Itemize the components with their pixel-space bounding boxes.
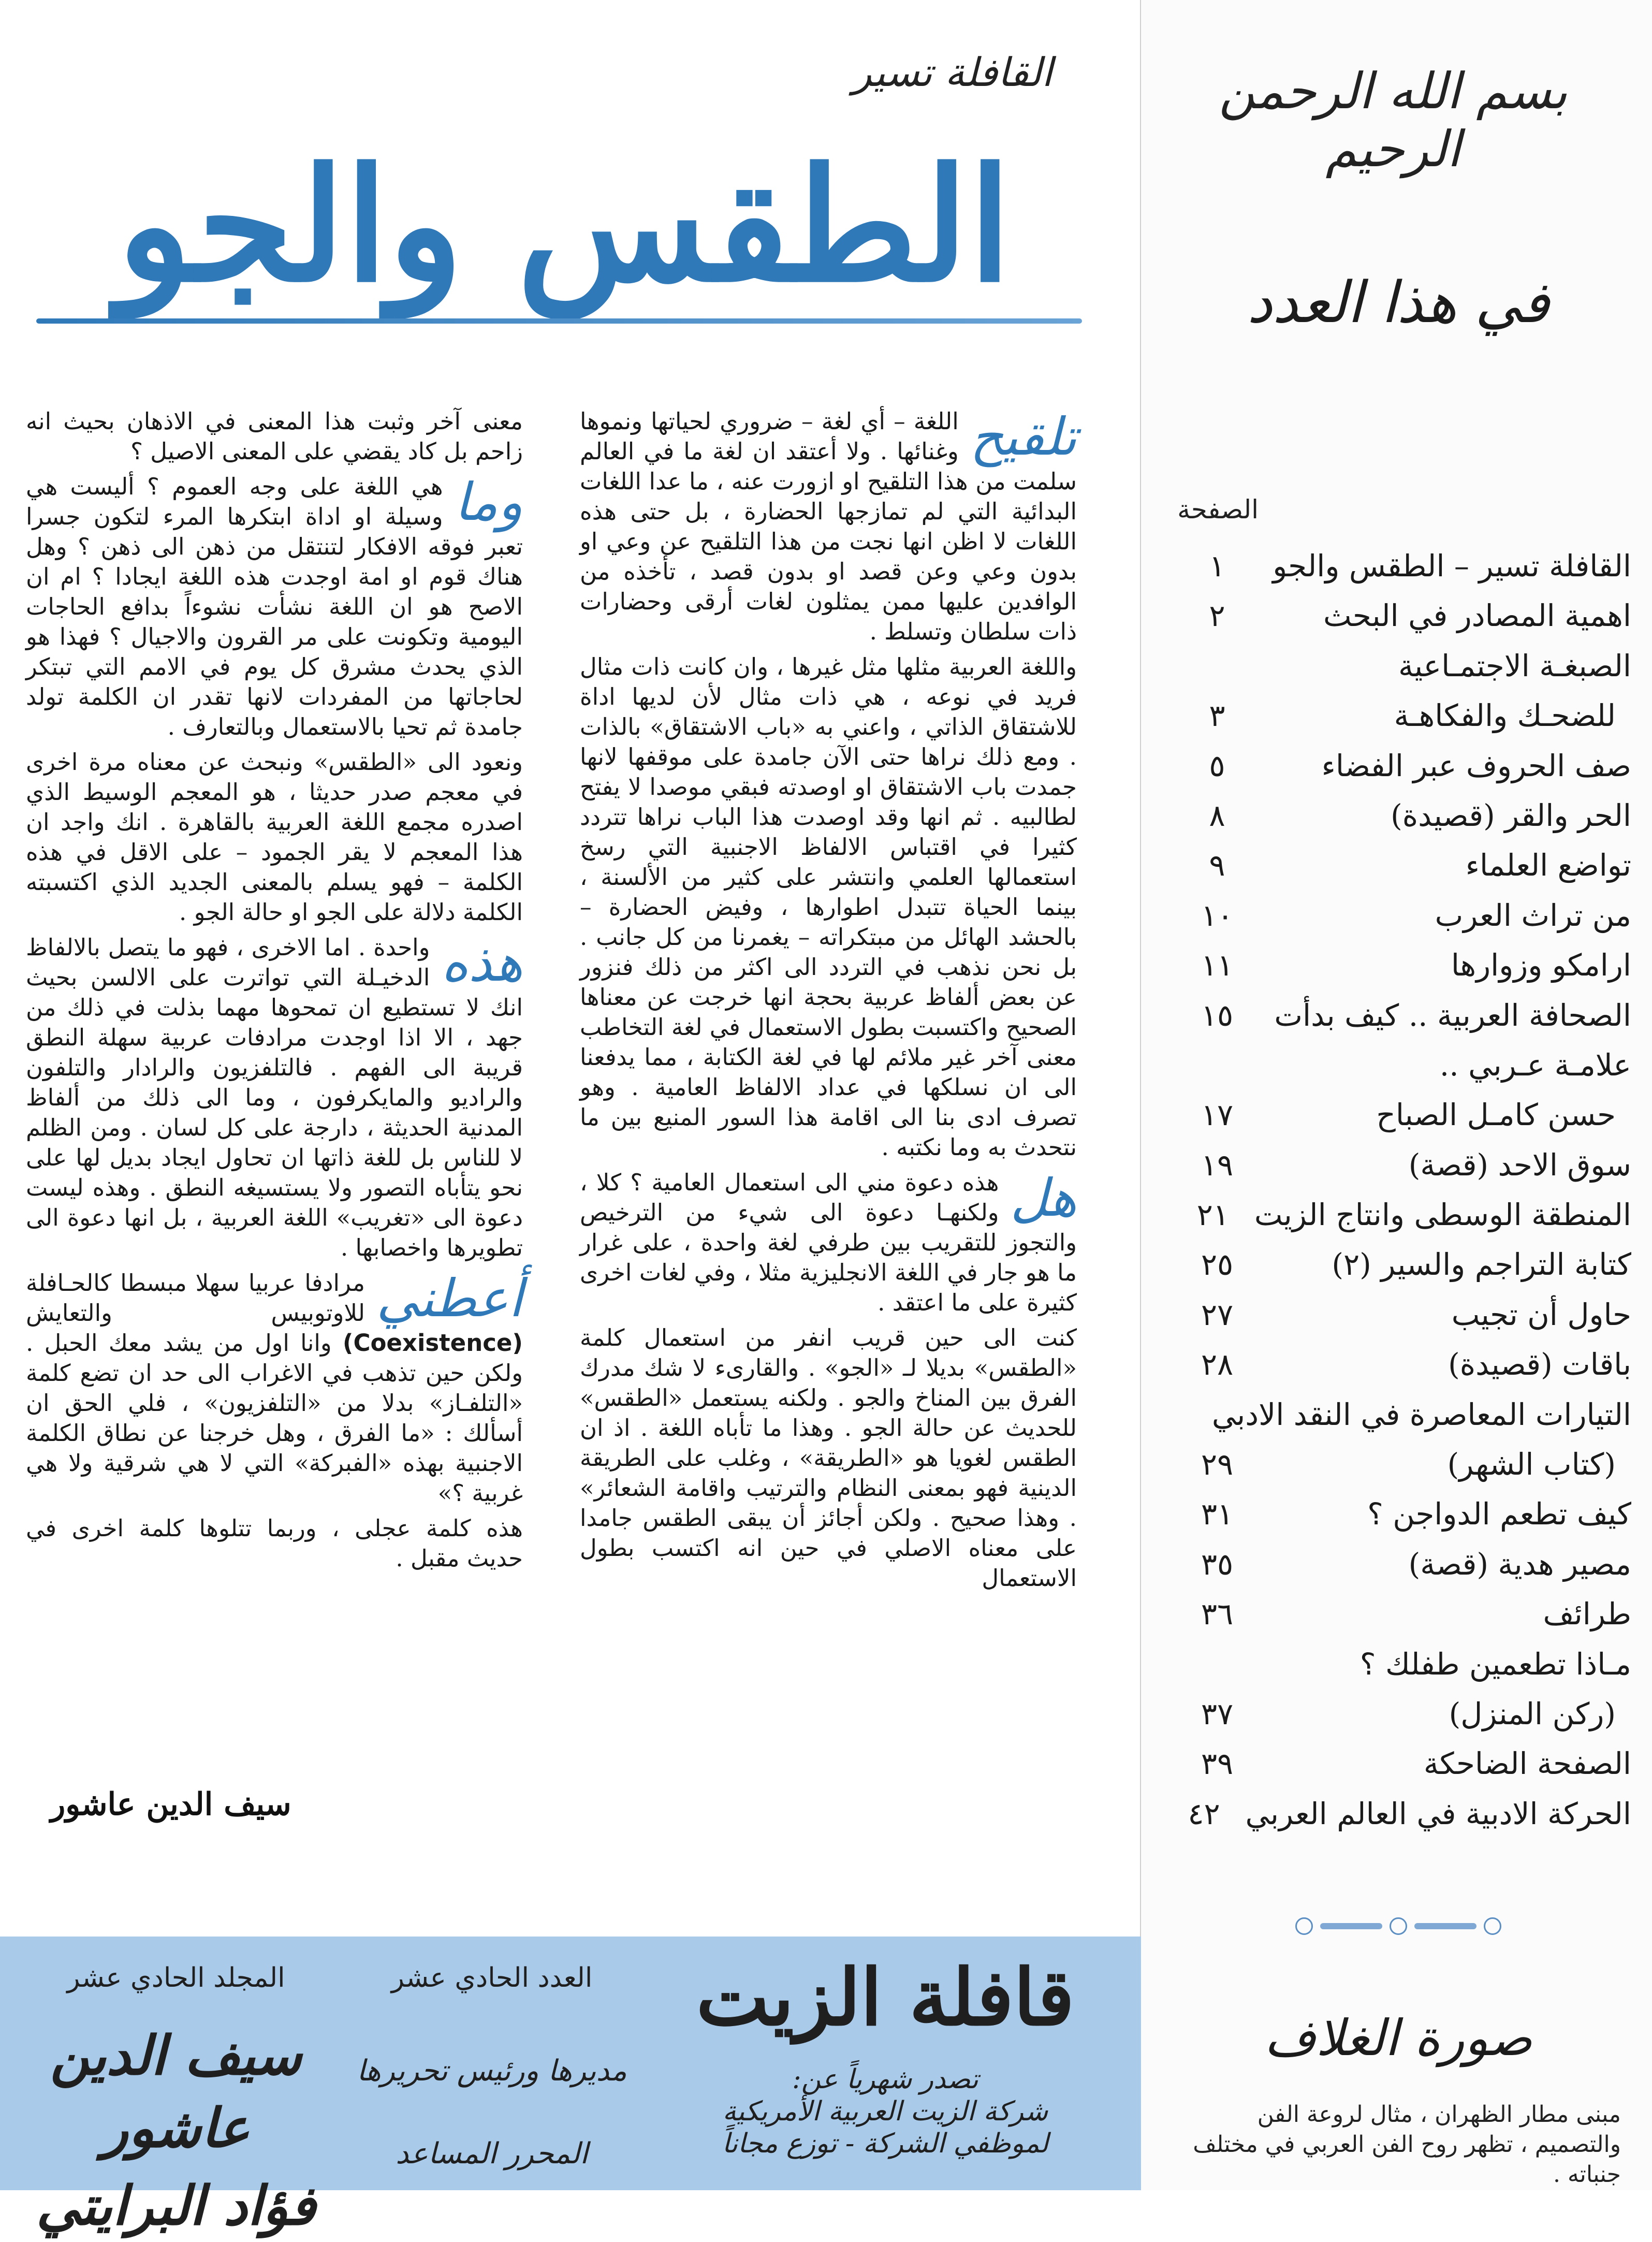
toc-entry-page: ٣ xyxy=(1209,698,1225,734)
toc-entry-title: للضحـك والفكاهـة xyxy=(1394,698,1616,734)
cover-photo-heading: صورة الغلاف xyxy=(1264,2009,1532,2067)
toc-entry-page: ١٩ xyxy=(1201,1147,1234,1183)
toc-entry-title: حاول أن تجيب xyxy=(1451,1297,1631,1332)
toc-entry-title: الصبغـة الاجتمـاعية xyxy=(1398,648,1631,683)
toc-entry-title: التيارات المعاصرة في النقد الادبي xyxy=(1211,1396,1631,1432)
article-column-left xyxy=(26,406,523,1779)
toc-entry-title: طرائف xyxy=(1543,1596,1631,1632)
publisher-line: تصدر شهرياً عن: xyxy=(792,2064,978,2095)
toc-entry xyxy=(1176,1140,1631,1190)
toc-entry-page: ٣٦ xyxy=(1201,1596,1234,1632)
paragraph-text: مرادفا عربيا سهلا مبسطا كالحـافلة للاوتوبيس والتعايش xyxy=(26,1269,365,1327)
toc-entry xyxy=(1176,1739,1631,1788)
toc-entry-title: من تراث العرب xyxy=(1435,897,1631,933)
in-this-issue-heading: في هذا العدد xyxy=(1247,269,1550,336)
paragraph-lead-word: هذه xyxy=(441,933,523,993)
paragraph-text: وانا اول من يشد معك الحبل . ولكن حين تذهب في الاغراب الى حد ان تضع كلمة «التلفـاز» بدلا من «التلفزيون» ، فلي الحق ان أسألك : «ما الفرق ، وهل خرجنا عن نطاق الكلمة الاجنبية بهذه «الفبركة» التي لا هي شرقية ولا هي غربية ؟» xyxy=(26,1329,523,1507)
toc-entry xyxy=(1176,791,1631,840)
toc-entry-page: ٣٩ xyxy=(1201,1746,1234,1782)
magazine-logo-name: قافلة الزيت xyxy=(696,1952,1075,2043)
toc-entry-title: اهمية المصادر في البحث xyxy=(1323,598,1631,634)
ornament-divider-icon xyxy=(1248,1911,1548,1942)
toc-entry xyxy=(1176,1190,1631,1240)
paragraph-text: واللغة العربية مثلها مثل غيرها ، وان كانت ذات مثال فريد في نوعه ، هي ذات مثال لأن لديها اداة للاشتقاق الذاتي ، واعني به «باب الاشتقاق» بالذات . ومع ذلك نراها حتى الآن جامدة على موقفها لانها جمدت باب الاشتقاق او اوصدته فبقي موصدا لا يفتح لطالبيه . ثم انها وقد اوصدت هذا الباب نراها تتردد كثيرا في اقتباس الالفاظ الاجنبية التي رسخ استعمالها العلمي وانتشر على كثير من الألسنة ، بينما الحياة تتبدل اطوارها ، وفيض الحضارة – بالحشد الهائل من مبتكراته – يغمرنا من كل جانب . بل نحن نذهب في التردد الى اكثر من ذلك فنزور عن بعض ألفاظ عربية بحجة انها خرجت عن معناها الصحيح واكتسبت بطول الاستعمال في لغة التخاطب معنى آخر غير ملائم لها في لغة الكتابة ، مما يدفعنا الى ان نسلكها في عداد الالفاظ العامية . وهو تصرف ادى بنا الى اقامة هذا السور المنيع بين ما نتحدث به وما نكتبه . xyxy=(580,653,1077,1161)
toc-entry xyxy=(1176,1340,1631,1389)
toc-entry-title: كيف تطعم الدواجن ؟ xyxy=(1367,1496,1631,1532)
paragraph-lead-word: أعطني xyxy=(376,1268,523,1329)
paragraph-text: معنى آخر وثبت هذا المعنى في الاذهان بحيث انه زاحم بل كاد يقضي على المعنى الاصيل ؟ xyxy=(26,407,523,465)
toc-entry-page: ٢ xyxy=(1209,598,1225,634)
toc-entry xyxy=(1176,940,1631,990)
toc-entry-page: ١ xyxy=(1209,548,1225,584)
author-signature: سيف الدين عاشور xyxy=(50,1786,291,1823)
toc-entry-title: الصحافة العربية .. كيف بدأت xyxy=(1274,997,1631,1033)
toc-entry-page: ٢٩ xyxy=(1201,1447,1234,1482)
paragraph-text: هي اللغة على وجه العموم ؟ أليست هي وسيلة او اداة ابتكرها المرء لتكون جسرا تعبر فوقه الافكار لتنتقل من ذهن الى ذهن ؟ وهل هناك قوم او امة اوجدت هذه اللغة ايجادا ؟ ام ان الاصح هو ان اللغة نشأت نشوءاً بدافع الحاجات اليومية وتكونت على مر القرون والاجيال ؟ فهذا هو الذي يحدث مشرق كل يوم في الامم التي تبتكر لحاجاتها من المفردات لانها تقدر ان الكلمة تولد جامدة ثم تحيا بالاستعمال وبالتعارف . xyxy=(26,473,523,740)
toc-entry-title: الصفحة الضاحكة xyxy=(1423,1746,1631,1782)
publisher-info xyxy=(663,2063,1108,2160)
toc-entry xyxy=(1176,691,1631,740)
article-paragraph xyxy=(26,1513,523,1574)
toc-entry xyxy=(1176,1689,1631,1739)
toc-entry-title: سوق الاحد (قصة) xyxy=(1408,1147,1631,1183)
toc-entry xyxy=(1176,1589,1631,1639)
toc-entry-page: ١٥ xyxy=(1201,997,1234,1033)
page-column-label: الصفحة xyxy=(1177,494,1259,525)
toc-entry-title: مـاذا تطعمين طفلك ؟ xyxy=(1359,1646,1631,1682)
toc-entry-title: الحر والقر (قصيدة) xyxy=(1391,797,1631,833)
series-label: القافلة تسير xyxy=(852,49,1053,95)
toc-entry-page: ٥ xyxy=(1209,748,1225,783)
masthead-volume-column xyxy=(21,1957,331,2242)
toc-entry xyxy=(1176,1290,1631,1340)
toc-entry xyxy=(1176,1789,1631,1839)
article-paragraph xyxy=(580,1323,1077,1593)
toc-entry-title: (ركن المنزل) xyxy=(1449,1696,1616,1731)
article-paragraph xyxy=(26,406,523,467)
article-column-right xyxy=(580,406,1077,1779)
toc-list xyxy=(1176,541,1631,1839)
paragraph-lead-word: تلقيح xyxy=(970,406,1077,467)
toc-entry xyxy=(1176,1240,1631,1289)
toc-entry xyxy=(1176,1439,1631,1489)
toc-entry xyxy=(1176,541,1631,591)
paragraph-text: كنت الى حين قريب انفر من استعمال كلمة «الطقس» بديلا لـ «الجو» . والقارىء لا شك مدرك الفرق بين المناخ والجو . ولكنه يستعمل «الطقس» للحديث عن حالة الجو . وهذا ما تأباه اللغة . اذ ان الطقس لغويا هو «الطريقة» ، وغلب على الطريقة الدينية فهو بمعنى النظام والترتيب واقامة الشعائر» . وهذا صحيح . ولكن أجائز أن يبقى الطقس جامدا على معناه الاصلي في حين انه اكتسب بطول الاستعمال xyxy=(580,1324,1077,1592)
toc-entry-title: القافلة تسير – الطقس والجو xyxy=(1273,548,1631,584)
toc-entry-title: باقات (قصيدة) xyxy=(1448,1347,1631,1382)
toc-entry-page: ١٧ xyxy=(1201,1097,1234,1133)
paragraph-text: اللغة – أي لغة – ضروري لحياتها ونموها وغنائها . ولا أعتقد ان لغة ما في العالم سلمت من هذا التلقيح او ازورت عنه ، ما عدا اللغات البدائية التي لم تمازجها الحضارة ، بل حتى هذه اللغات لا اظن انها نجت من هذا التلقيح عن وعي او بدون وعي وعن قصد او بدون قصد ، تأخذه من الوافدين عليها ممن يمثلون لغات أرقى وحضارات ذات سلطان وتسلط . xyxy=(580,407,1077,645)
paragraph-lead-word: وما xyxy=(454,472,523,532)
toc-entry-page: ٤٢ xyxy=(1188,1796,1220,1831)
toc-entry xyxy=(1176,1639,1631,1689)
toc-entry-page: ٢١ xyxy=(1196,1197,1229,1233)
masthead-band xyxy=(0,1937,1141,2237)
article-paragraph xyxy=(580,1168,1077,1318)
cover-photo-caption: مبنى مطار الظهران ، مثال لروعة الفن والتصميم ، تظهر روح الفن العربي في مختلف جنباته . xyxy=(1193,2101,1621,2188)
issue-number: العدد الحادي عشر xyxy=(391,1962,593,1993)
toc-entry-page: ٣٥ xyxy=(1201,1546,1234,1582)
basmala-calligraphy: بسم الله الرحمن الرحيم xyxy=(1219,62,1568,178)
publisher-line: شركة الزيت العربية الأمريكية xyxy=(722,2096,1048,2127)
toc-entry xyxy=(1176,1489,1631,1539)
toc-entry xyxy=(1176,641,1631,691)
toc-entry xyxy=(1176,591,1631,640)
toc-entry-page: ٢٥ xyxy=(1201,1247,1234,1283)
article-paragraph xyxy=(26,472,523,742)
toc-entry-title: المنطقة الوسطى وانتاج الزيت xyxy=(1254,1197,1631,1233)
toc-entry xyxy=(1176,991,1631,1040)
toc-entry xyxy=(1176,1539,1631,1589)
toc-entry-page: ٣٧ xyxy=(1201,1696,1234,1731)
toc-entry-title: كتابة التراجم والسير (٢) xyxy=(1332,1247,1631,1283)
paragraph-text: ونعود الى «الطقس» ونبحث عن معناه مرة اخرى في معجم صدر حديثا ، هو المعجم الوسيط الذي اصدره مجمع اللغة العربية بالقاهرة . انك واجد ان هذا المعجم لا يقر الجمود – على الاقل في هذه الكلمة – فهو يسلم بالمعنى الجديد الذي اكتسبته الكلمة دلالة على الجو او حالة الجو . xyxy=(26,748,523,926)
toc-entry xyxy=(1176,840,1631,890)
masthead-issue-column xyxy=(337,1957,647,2180)
toc-entry-page: ٣١ xyxy=(1201,1496,1234,1532)
article-paragraph xyxy=(26,933,523,1263)
assistant-name: فؤاد البرايتي xyxy=(36,2174,316,2237)
toc-entry-page: ١٠ xyxy=(1201,897,1234,933)
paragraph-lead-word: هل xyxy=(1010,1168,1077,1228)
toc-entry-title: الحركة الادبية في العالم العربي xyxy=(1245,1796,1631,1831)
toc-entry-page: ٨ xyxy=(1209,797,1225,833)
article-paragraph xyxy=(580,652,1077,1162)
article-paragraph xyxy=(26,747,523,927)
toc-entry-title: حسن كامـل الصباح xyxy=(1376,1097,1616,1133)
toc-entry xyxy=(1176,1090,1631,1140)
article-paragraph xyxy=(580,406,1077,647)
toc-entry-page: ١١ xyxy=(1201,948,1234,983)
paragraph-text: هذه كلمة عجلى ، وربما تتلوها كلمة اخرى في حديث مقبل . xyxy=(26,1515,523,1572)
toc-entry xyxy=(1176,1040,1631,1090)
paragraph-text: هذه دعوة مني الى استعمال العامية ؟ كلا ، ولكنهـا دعوة الى شيء من الترخيص والتجوز للتقريب بين طرفي لغة واحدة ، على غرار ما هو جار في اللغة الانجليزية مثلا ، وفي لغات اخرى كثيرة على ما اعتقد . xyxy=(580,1169,1077,1316)
volume-number: المجلد الحادي عشر xyxy=(67,1962,285,1993)
toc-entry-page: ٢٨ xyxy=(1201,1347,1234,1382)
toc-entry xyxy=(1176,1390,1631,1439)
toc-entry-page: ٢٧ xyxy=(1201,1297,1234,1332)
toc-entry-title: مصير هدية (قصة) xyxy=(1408,1546,1631,1582)
toc-entry-title: تواضع العلماء xyxy=(1465,848,1631,883)
toc-entry-title: (كتاب الشهر) xyxy=(1447,1447,1616,1482)
toc-entry-title: صف الحروف عبر الفضاء xyxy=(1321,748,1631,783)
article-title: الطقس والجو xyxy=(117,134,1012,316)
toc-entry-page: ٩ xyxy=(1209,848,1225,883)
toc-entry-title: علامـة عـربي .. xyxy=(1439,1047,1631,1083)
assistant-role: المحرر المساعد xyxy=(396,2137,588,2171)
toc-entry xyxy=(1176,741,1631,791)
toc-entry-title: ارامكو وزوارها xyxy=(1451,948,1631,983)
publisher-line: لموظفي الشركة - توزع مجاناً xyxy=(722,2128,1049,2159)
editor-name: سيف الدين عاشور xyxy=(50,2023,302,2160)
editor-role: مديرها ورئيس تحريرها xyxy=(357,2054,627,2088)
table-of-contents-sidebar xyxy=(1140,0,1652,2190)
paragraph-text: واحدة . اما الاخرى ، فهو ما يتصل بالالفاظ الدخيـلة التي تواترت على الالسن بحيث انك لا تستطيع ان تمحوها مهما بذلت في ذلك من جهد ، الا اذا اوجدت مرادفات عربية سهلة النطق قريبة الى الفهم . فالتلفزيون والرادار والتلفون والراديو والمايكرفون ، وما الى ذلك من ألفاظ المدنية الحديثة ، دارجة على كل لسان . ومن الظلم لا للناس بل للغة ذاتها ان تحاول ايجاد بديل لها على نحو يتأباه التصور ولا يستسيغه النطق . وهذه ليست دعوة الى «تغريب» اللغة العربية ، بل انها دعوة الى تطويرها واخصابها . xyxy=(26,934,523,1261)
toc-entry xyxy=(1176,891,1631,940)
title-underline-divider xyxy=(36,318,1082,324)
latin-term: (Coexistence) xyxy=(342,1329,523,1357)
article-paragraph xyxy=(26,1268,523,1508)
